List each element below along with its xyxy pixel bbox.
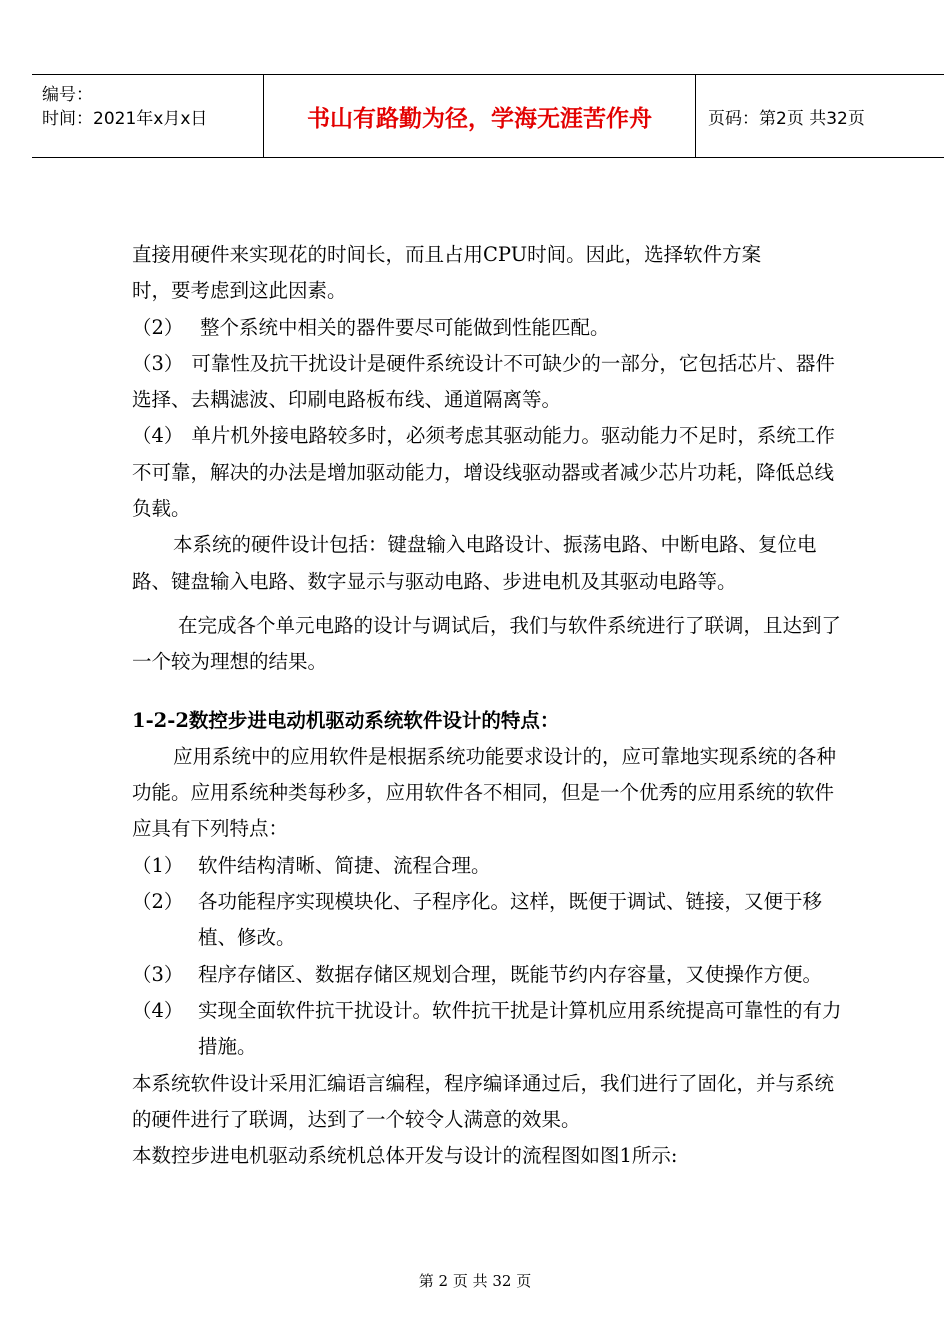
document-body: [132, 237, 852, 1174]
list-text: 整个系统中相关的器件要尽可能做到性能匹配。: [200, 315, 610, 339]
time-label: 时间：2021年x月x日: [42, 109, 208, 129]
list-item: [132, 993, 852, 1066]
page-footer: 第 2 页 共 32 页: [418, 1272, 532, 1290]
paragraph: 应用系统中的应用软件是根据系统功能要求设计的，应可靠地实现系统的各种功能。应用系统种类每秒多，应用软件各不相同，但是一个优秀的应用系统的软件应具有下列特点：: [132, 744, 837, 841]
list-text: 程序存储区、数据存储区规划合理，既能节约内存容量，又使操作方便。: [198, 962, 823, 986]
list-number: （3）: [132, 962, 184, 986]
paragraph: 本系统软件设计采用汇编语言编程，程序编译通过后，我们进行了固化，并与系统的硬件进行了联调，达到了一个较令人满意的效果。: [132, 1071, 835, 1131]
list-number: （2）: [132, 315, 184, 339]
list-item: [132, 884, 852, 957]
list-number: （2）: [132, 890, 184, 914]
paragraph: 本系统的硬件设计包括：键盘输入电路设计、振荡电路、中断电路、复位电路、键盘输入电路、数字显示与驱动电路、步进电机及其驱动电路等。: [132, 533, 817, 593]
list-number: （4）: [132, 998, 184, 1022]
list-item: [132, 346, 852, 419]
page-header: [32, 74, 944, 158]
list-text: 软件结构清晰、简捷、流程合理。: [198, 853, 491, 877]
section-heading: 1-2-2数控步进电动机驱动系统软件设计的特点：: [132, 708, 560, 732]
list-text: 可靠性及抗干扰设计是硬件系统设计不可缺少的一部分，它包括芯片、器件选择、去耦滤波、印刷电路板布线、通道隔离等。: [132, 351, 835, 412]
header-page-info: 页码：第2页 共32页: [708, 108, 865, 129]
list-number: （3）: [132, 351, 184, 375]
list-item: [132, 848, 852, 884]
list-text: 各功能程序实现模块化、子程序化。这样，既便于调试、链接，又便于移植、修改。: [198, 890, 823, 950]
list-item: [132, 418, 852, 527]
list-number: （1）: [132, 853, 184, 877]
list-item: [132, 310, 852, 346]
list-number: （4）: [132, 424, 184, 448]
header-motto: 书山有路勤为径，学海无涯苦作舟: [264, 75, 696, 157]
paragraph: 直接用硬件来实现花的时间长，而且占用CPU时间。因此，选择软件方案: [132, 243, 762, 266]
paragraph: 时，要考虑到这此因素。: [132, 279, 347, 303]
header-meta: [32, 75, 264, 157]
paragraph: 在完成各个单元电路的设计与调试后，我们与软件系统进行了联调，且达到了一个较为理想的结果。: [132, 613, 842, 674]
number-label: 编号：: [42, 85, 93, 105]
paragraph: 本数控步进电机驱动系统机总体开发与设计的流程图如图1所示:: [132, 1144, 678, 1168]
list-item: [132, 957, 852, 993]
list-text: 单片机外接电路较多时，必须考虑其驱动能力。驱动能力不足时，系统工作不可靠，解决的办法是增加驱动能力，增设线驱动器或者减少芯片功耗，降低总线负载。: [132, 424, 835, 521]
list-text: 实现全面软件抗干扰设计。软件抗干扰是计算机应用系统提高可靠性的有力措施。: [198, 998, 842, 1059]
